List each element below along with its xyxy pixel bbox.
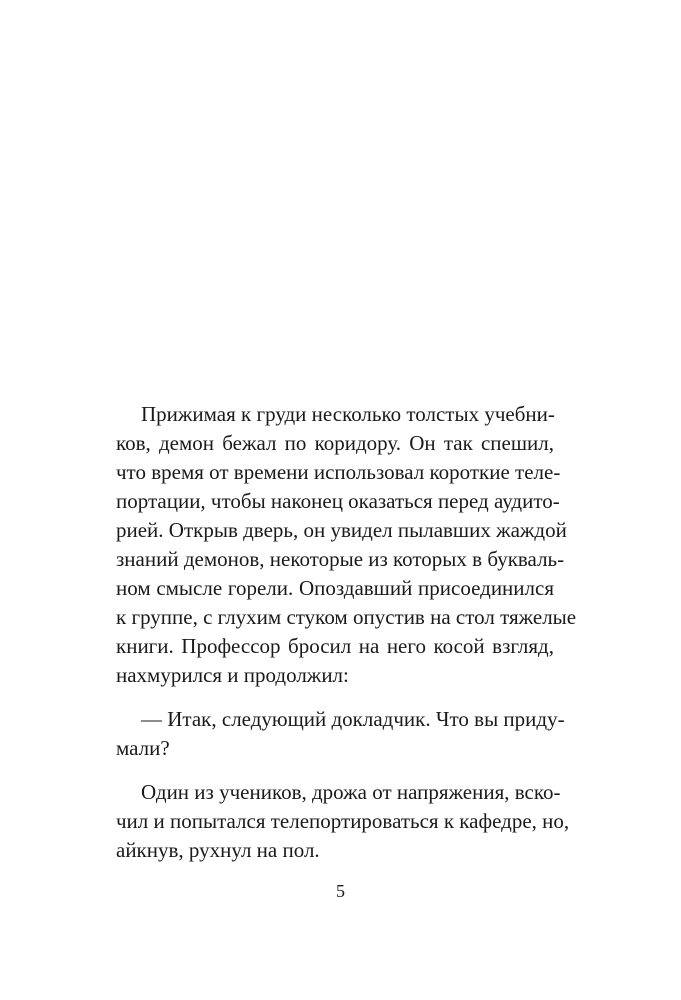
text-line: Прижимая к груди несколько толстых учебни- (141, 402, 555, 426)
text-line: книги. Профессор бросил на него косой взгляд, (116, 634, 554, 658)
text-line: что время от времени использовал короткие теле- (116, 460, 561, 484)
text-line: — Итак, следующий докладчик. Что вы приду- (141, 707, 565, 731)
text-line: Один из учеников, дрожа от напряжения, вско- (141, 780, 561, 804)
text-line: портации, чтобы наконец оказаться перед аудито- (116, 489, 560, 513)
body-text (116, 400, 577, 865)
text-line: к группе, с глухим стуком опустив на стол тяжелые (116, 605, 577, 629)
paragraph-2 (116, 705, 565, 763)
paragraph-1 (116, 400, 577, 690)
text-line: мали? (116, 736, 170, 760)
text-line: знаний демонов, некоторые из которых в букваль- (116, 547, 565, 571)
text-line: чил и попытался телепортироваться к кафедре, но, (116, 809, 570, 833)
text-line: айкнув, рухнул на пол. (116, 838, 320, 862)
text-line: ном смысле горели. Опоздавший присоединился (116, 576, 554, 600)
page-number: 5 (336, 881, 345, 901)
text-line: ков, демон бежал по коридору. Он так спешил, (116, 431, 554, 455)
text-line: рией. Открыв дверь, он увидел пылавших жаждой (116, 518, 567, 542)
text-line: нахмурился и продолжил: (116, 663, 349, 687)
paragraph-3 (116, 778, 570, 865)
